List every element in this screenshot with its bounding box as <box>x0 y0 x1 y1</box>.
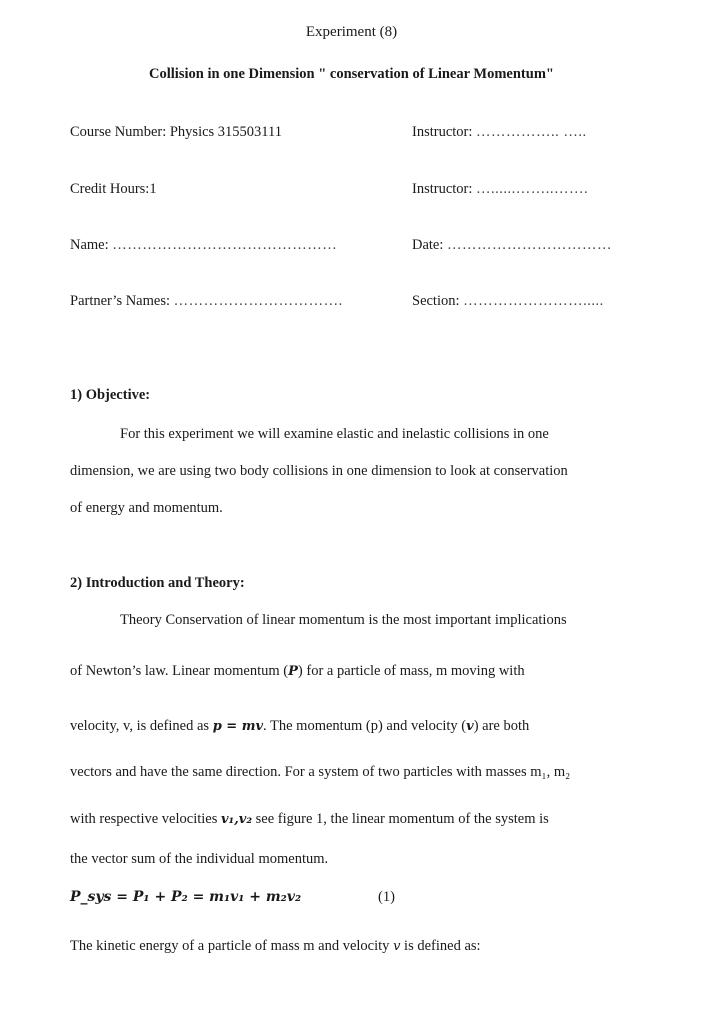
velocity-symbol: v <box>466 719 474 734</box>
credit-hours-field <box>70 181 157 198</box>
partners-field <box>70 293 343 310</box>
date-label: Date: <box>412 237 444 253</box>
momentum-equation: P_sys = P₁ + P₂ = m₁v₁ + m₂v₂ <box>70 889 302 905</box>
theory-text-7b: is defined as: <box>404 938 481 954</box>
name-label: Name: <box>70 237 109 253</box>
theory-text-2b: ) for a particle of mass, m moving with <box>297 663 525 679</box>
instructor-field-1 <box>412 124 587 141</box>
theory-heading: 2) Introduction and Theory: <box>70 575 245 591</box>
partners-label: Partner’s Names: <box>70 293 170 309</box>
theory-text-5b: see figure 1, the linear momentum of the system is <box>255 811 549 827</box>
instructor-blank-2: …......……..……. <box>476 181 589 197</box>
section-field <box>412 293 604 310</box>
momentum-definition: p = mv <box>212 719 264 734</box>
theory-text-4: vectors and have the same direction. For a system of two particles with masses m₁, m₂ <box>70 764 571 780</box>
objective-text-3: of energy and momentum. <box>70 500 223 516</box>
objective-line-1 <box>120 426 634 443</box>
theory-line-6 <box>70 851 634 868</box>
theory-line-1 <box>120 612 634 629</box>
instructor-label-2: Instructor: <box>412 181 473 197</box>
theory-text-7a: The kinetic energy of a particle of mass m and velocity <box>70 938 390 954</box>
credit-hours-label: Credit Hours:1 <box>70 181 157 197</box>
theory-text-2a: of Newton’s law. Linear momentum ( <box>70 663 289 679</box>
theory-text-6: the vector sum of the individual momentum. <box>70 851 329 867</box>
section-blank: ……………………..... <box>463 293 604 309</box>
course-number-label: Course Number: Physics 315503111 <box>70 124 282 140</box>
theory-line-5 <box>70 811 634 828</box>
theory-text-3c: ) are both <box>473 718 530 734</box>
partners-blank: ……………………………. <box>173 293 343 309</box>
date-blank: …………………………… <box>447 237 613 253</box>
objective-text-1: For this experiment we will examine elastic and inelastic collisions in one <box>120 426 549 442</box>
velocities-symbol: v₁,v₂ <box>221 812 253 827</box>
theory-text-1: Theory Conservation of linear momentum is the most important implications <box>120 612 567 628</box>
instructor-blank-1: …………….. ….. <box>476 124 587 140</box>
kinetic-velocity-symbol: v <box>393 939 401 954</box>
theory-text-5a: with respective velocities <box>70 811 218 827</box>
objective-line-2 <box>70 463 634 480</box>
experiment-subtitle: Collision in one Dimension " conservation of Linear Momentum" <box>149 66 554 82</box>
equation-number: (1) <box>378 889 395 905</box>
course-number-field <box>70 124 282 141</box>
objective-line-3 <box>70 500 634 517</box>
instructor-label-1: Instructor: <box>412 124 473 140</box>
theory-line-3 <box>70 718 634 735</box>
page-title: Experiment (8) <box>305 24 398 40</box>
theory-line-2 <box>70 663 634 680</box>
momentum-symbol: P <box>288 664 298 679</box>
theory-text-3b: . The momentum (p) and velocity ( <box>263 718 467 734</box>
theory-text-3a: velocity, v, is defined as <box>70 718 210 734</box>
objective-heading: 1) Objective: <box>70 387 151 403</box>
section-label: Section: <box>412 293 460 309</box>
name-blank: ……………………………………… <box>112 237 338 253</box>
date-field <box>412 237 612 254</box>
instructor-field-2 <box>412 181 588 198</box>
name-field <box>70 237 337 254</box>
theory-line-7 <box>70 938 634 955</box>
objective-text-2: dimension, we are using two body collisions in one dimension to look at conservation <box>70 463 568 479</box>
theory-line-4 <box>70 764 634 781</box>
